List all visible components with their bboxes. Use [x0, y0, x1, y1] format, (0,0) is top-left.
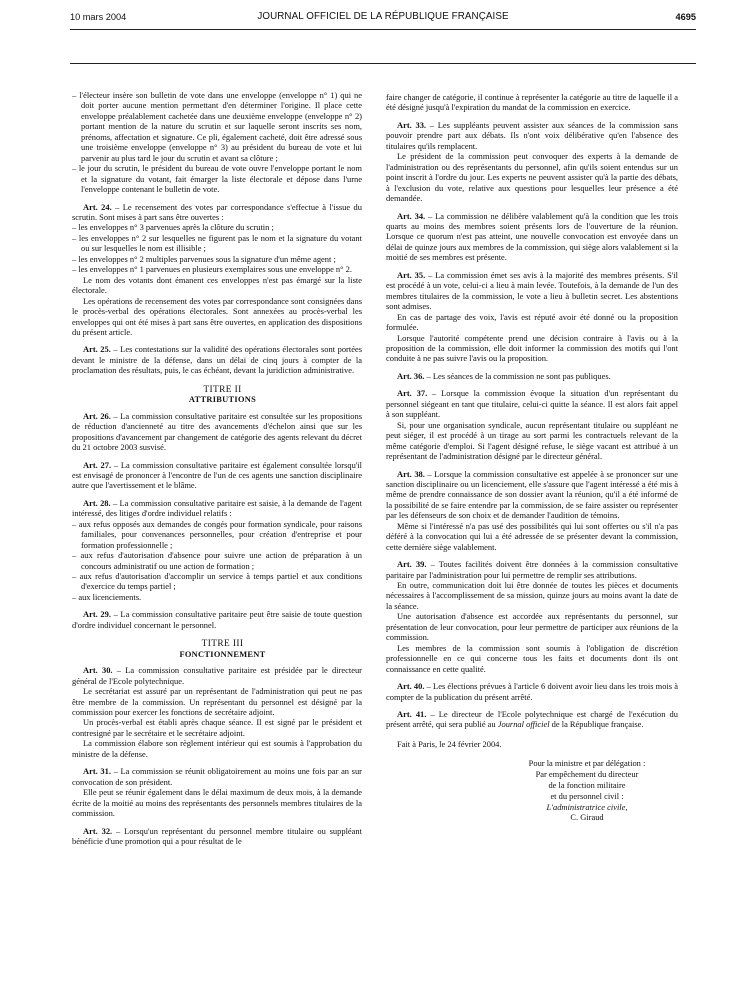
article-label: Art. 27. — [83, 459, 112, 470]
article-text: – Lorsqu'un représentant du personnel membre titulaire ou suppléant bénéficie d'une promotion qui a pour résultat de le — [72, 825, 362, 846]
article-text: – La commission consultative paritaire est également consultée lorsqu'il est envisagé de prononcer à l'encontre de l'un de ces agents une sanction disciplinaire autre que l'avertissement et le blâme. — [72, 459, 362, 491]
article-34 — [386, 211, 678, 263]
article-text: – La commission consultative paritaire est consultée sur les propositions de réduction d'ancienneté au titre des avancements d'échelon ainsi que sur les propositions d'avancement par changement de catégorie des agents relevant du décret du 21 octobre 2003 susvisé. — [72, 410, 362, 453]
page-number: 4695 — [675, 12, 696, 22]
article-label: Art. 24. — [83, 201, 112, 212]
paragraph: Le président de la commission peut convoquer des experts à la demande de l'administration ou des représentants du personnel, afin qu'ils soient entendus sur un point inscrit à l'ordre du jour. Les experts ne peuvent assister qu'à la partie des débats, à l'exclusion du vote, relative aux questions pour lesquelles leur présence a été demandée. — [386, 151, 678, 204]
article-35 — [386, 270, 678, 312]
article-30 — [72, 665, 362, 686]
article-26 — [72, 411, 362, 453]
list-item: – les enveloppes n° 3 parvenues après la clôture du scrutin ; — [72, 222, 274, 233]
article-text: – La commission se réunit obligatoirement au moins une fois par an sur convocation de son président. — [72, 766, 362, 787]
article-text: – Le directeur de l'Ecole polytechnique est chargé de l'exécution du présent arrêté, qui sera publié au — [386, 709, 678, 730]
section-title: TITRE II — [203, 384, 242, 395]
list-item: – aux refus d'autorisation d'accomplir un service à temps partiel et aux conditions d'exercice du temps partiel ; — [72, 571, 362, 592]
paragraph: Si, pour une organisation syndicale, aucun représentant titulaire ou suppléant ne peut siéger, il est procédé à un tirage au sort parmi les contractuels relevant de la même catégorie d'emploi. Si l'agent désigné refuse, le siège vacant est attribué à un représentant de l'administration désigné par le directeur général. — [386, 419, 678, 462]
article-label: Art. 37. — [397, 388, 428, 399]
article-text: – La commission ne délibère valablement qu'à la condition que les trois quarts au moins des membres soient présents lors de l'ouverture de la réunion. Lorsque ce quorum n'est pas atteint, une nouvelle convocation est envoyée dans un délai de quinze jours aux membres de la commission, qui siège alors valablement si la moitié de ses membres est présente. — [386, 210, 678, 263]
article-text: – Les élections prévues à l'article 6 doivent avoir lieu dans les trois mois à compter de la publication du présent arrêté. — [386, 681, 678, 702]
list-item: – aux refus opposés aux demandes de congés pour formation syndicale, pour raisons familiales, pour convenances personnelles, pour création d'entreprise et pour formation professionnelle ; — [72, 518, 362, 550]
left-column — [72, 90, 362, 846]
article-label: Art. 34. — [397, 210, 426, 221]
article-label: Art. 40. — [397, 681, 425, 692]
article-text: – Les séances de la commission ne sont pas publiques. — [424, 370, 611, 381]
article-label: Art. 25. — [83, 344, 111, 355]
article-text: – La commission consultative paritaire est saisie, à la demande de l'agent intéressé, des litiges d'ordre individuel relatifs : — [72, 497, 362, 519]
signatory — [496, 758, 678, 823]
paragraph: En outre, communication doit lui être donnée de toutes les pièces et documents nécessaires à l'accomplissement de sa mission, quinze jours au moins avant la date de la séance. — [386, 580, 678, 611]
signatory-title: L'administratrice civile, — [546, 801, 628, 812]
article-label: Art. 28. — [83, 497, 111, 508]
article-text: de la République française. — [549, 719, 644, 730]
article-25 — [72, 344, 362, 375]
article-text: – La commission consultative paritaire peut être saisie de toute question d'ordre individuel concernant le personnel. — [72, 609, 362, 630]
article-32 — [72, 826, 362, 847]
paragraph: faire changer de catégorie, il continue à représenter la catégorie au titre de laquelle il a été désigné jusqu'à l'expiration du mandat de la commission en exercice. — [386, 92, 678, 113]
article-36 — [386, 371, 678, 381]
article-33 — [386, 120, 678, 151]
paragraph: Les membres de la commission sont soumis à l'obligation de discrétion professionnelle en ce qui concerne tous les faits et documents dont ils ont connaissance en cette qualité. — [386, 642, 678, 674]
title-block — [72, 639, 362, 660]
article-28 — [72, 498, 362, 519]
article-31 — [72, 766, 362, 787]
article-label: Art. 39. — [397, 559, 427, 570]
page-header — [70, 10, 696, 26]
paragraph: En cas de partage des voix, l'avis est réputé avoir été donné ou la proposition formulée. — [386, 311, 678, 333]
article-37 — [386, 388, 678, 419]
article-label: Art. 41. — [397, 709, 427, 720]
paragraph: Elle peut se réunir également dans le délai maximum de deux mois, à la demande écrite de la moitié au moins des représentants des personnels membres titulaires de la commission. — [72, 787, 362, 819]
header-rule-bottom — [70, 63, 696, 64]
signing-place-date: Fait à Paris, le 24 février 2004. — [397, 738, 502, 749]
paragraph: Le secrétariat est assuré par un représentant de l'administration qui peut ne pas être membre de la commission. Un représentant du personnel est désigné par la commission pour exercer les fonctions de secrétaire adjoint. — [72, 686, 362, 718]
right-column — [386, 92, 678, 823]
signatory-line: de la fonction militaire — [548, 779, 626, 790]
article-40 — [386, 681, 678, 702]
article-39 — [386, 559, 678, 580]
paragraph: La commission élabore son règlement intérieur qui est soumis à l'approbation du ministre de la défense. — [72, 738, 362, 759]
article-text: – Lorsque la commission consultative est appelée à se prononcer sur une sanction disciplinaire ou un licenciement, elle s'assure que l'agent intéressé a été mis à même de prendre connaissance de son dossier avant la réunion, qu'il a été informé de la possibilité de se faire entendre par la commission, de se faire assister ou représenter par les défenseurs de son choix et de demander l'audition de témoins. — [386, 468, 678, 521]
journal-name: Journal officiel — [497, 719, 550, 730]
signature-block — [386, 739, 678, 823]
signatory-line: et du personnel civil : — [550, 790, 624, 801]
paragraph: Lorsque l'autorité compétente prend une décision contraire à l'avis ou à la proposition de la commission, elle doit informer la commission des motifs qui l'ont conduite à ne pas suivre l'avis ou la proposition. — [386, 332, 678, 364]
article-label: Art. 30. — [83, 665, 113, 676]
section-title: TITRE III — [201, 639, 244, 650]
list-item: – les enveloppes n° 1 parvenues en plusieurs exemplaires sous une enveloppe n° 2. — [72, 264, 352, 275]
list-item: – aux refus d'autorisation d'absence pour suivre une action de préparation à un concours administratif ou une action de formation ; — [72, 550, 362, 571]
article-text: – Lorsque la commission évoque la situation d'un représentant du personnel siégeant en tant que titulaire, celui-ci quitte la séance. Il est alors fait appel à son suppléant. — [386, 388, 678, 420]
article-41 — [386, 709, 678, 730]
article-text: – La commission émet ses avis à la majorité des membres présents. S'il est procédé à un vote, celui-ci a lieu à main levée. Toutefois, à la demande de l'un des membres titulaires de la commission, le vote a lieu à bulletin secret. Les abstentions sont admises. — [386, 269, 678, 312]
article-label: Art. 35. — [397, 269, 426, 280]
article-29 — [72, 609, 362, 630]
article-text: – Toutes facilités doivent être données à la commission consultative paritaire par l'administration pour lui permettre de remplir ses attributions. — [386, 559, 678, 580]
article-text: – Le recensement des votes par correspondance s'effectue à l'issue du scrutin. Sont mises à part sans être ouvertes : — [72, 201, 362, 222]
list-item: – aux licenciements. — [72, 591, 142, 602]
list-item: – les enveloppes n° 2 multiples parvenues sous la signature d'un même agent ; — [72, 253, 336, 264]
paragraph: Un procès-verbal est établi après chaque séance. Il est signé par le président et contresigné par le secrétaire et le secrétaire adjoint. — [72, 717, 362, 738]
section-subtitle: FONCTIONNEMENT — [179, 649, 266, 659]
list-item: – le jour du scrutin, le président du bureau de vote ouvre l'enveloppe portant le nom et la signature du votant, fait émarger la liste électorale et dépose dans l'urne l'enveloppe contenant le bulletin de vote. — [72, 163, 362, 195]
list-item: – l'électeur insère son bulletin de vote dans une enveloppe (enveloppe n° 1) qui ne doit porter aucune mention permettant d'en déterminer l'origine. Il place cette enveloppe préalablement cachetée dans une deuxième enveloppe (enveloppe n° 2) portant mention de la nature du scrutin et sur laquelle seront inscrits ses nom, prénoms, affectation et signature. Ce pli, également cacheté, doit être adressé sous une troisième enveloppe (enveloppe n° 3) au président du bureau de vote et lui parvenir au plus tard le jour du scrutin et avant sa clôture ; — [72, 90, 362, 163]
article-label: Art. 26. — [83, 410, 111, 421]
paragraph: Le nom des votants dont émanent ces enveloppes n'est pas émargé sur la liste électorale. — [72, 274, 362, 296]
article-text: – Les contestations sur la validité des opérations électorales sont portées devant le ministre de la défense, dans un délai de cinq jours à compter de la proclamation des résultats, puis, le cas échéant, devant la juridiction administrative. — [72, 344, 362, 376]
article-38 — [386, 469, 678, 521]
article-text: – Les suppléants peuvent assister aux séances de la commission sans pouvoir prendre part aux débats. Ils n'ont voix délibérative qu'en l'absence des titulaires qu'ils remplacent. — [386, 119, 678, 151]
article-label: Art. 36. — [397, 370, 425, 381]
signatory-line: Par empêchement du directeur — [535, 769, 639, 780]
issue-date: 10 mars 2004 — [70, 12, 127, 22]
header-rule-top — [70, 29, 696, 30]
signatory-name: C. Giraud — [570, 812, 604, 823]
paragraph: Même si l'intéressé n'a pas usé des possibilités qui lui sont offertes ou s'il n'a pas déféré à la convocation qui lui a été adressée de se présenter devant la commission, cette dernière siège valablement. — [386, 520, 678, 552]
list-item: – les enveloppes n° 2 sur lesquelles ne figurent pas le nom et la signature du votant ou sur lesquelles le nom est illisible ; — [72, 232, 362, 254]
title-block — [72, 385, 362, 406]
article-text: – La commission consultative paritaire est présidée par le directeur général de l'Ecole polytechnique. — [72, 665, 362, 686]
paragraph: Les opérations de recensement des votes par correspondance sont consignées dans le procès-verbal des opérations électorales. Sont annexées au procès-verbal les enveloppes qui ont été mises à part sans être ouvertes, en application des dispositions du présent article. — [72, 295, 362, 337]
article-27 — [72, 460, 362, 491]
article-label: Art. 38. — [397, 468, 425, 479]
article-label: Art. 33. — [397, 119, 427, 130]
article-label: Art. 32. — [83, 825, 113, 836]
article-label: Art. 31. — [83, 766, 111, 777]
journal-title: JOURNAL OFFICIEL DE LA RÉPUBLIQUE FRANÇAISE — [257, 11, 509, 22]
article-label: Art. 29. — [83, 609, 111, 620]
signatory-line: Pour la ministre et par délégation : — [528, 758, 646, 769]
article-24 — [72, 202, 362, 223]
section-subtitle: ATTRIBUTIONS — [188, 395, 257, 405]
paragraph: Une autorisation d'absence est accordée aux représentants du personnel, sur présentation de leur convocation, pour leur permettre de participer aux réunions de la commission. — [386, 611, 678, 643]
